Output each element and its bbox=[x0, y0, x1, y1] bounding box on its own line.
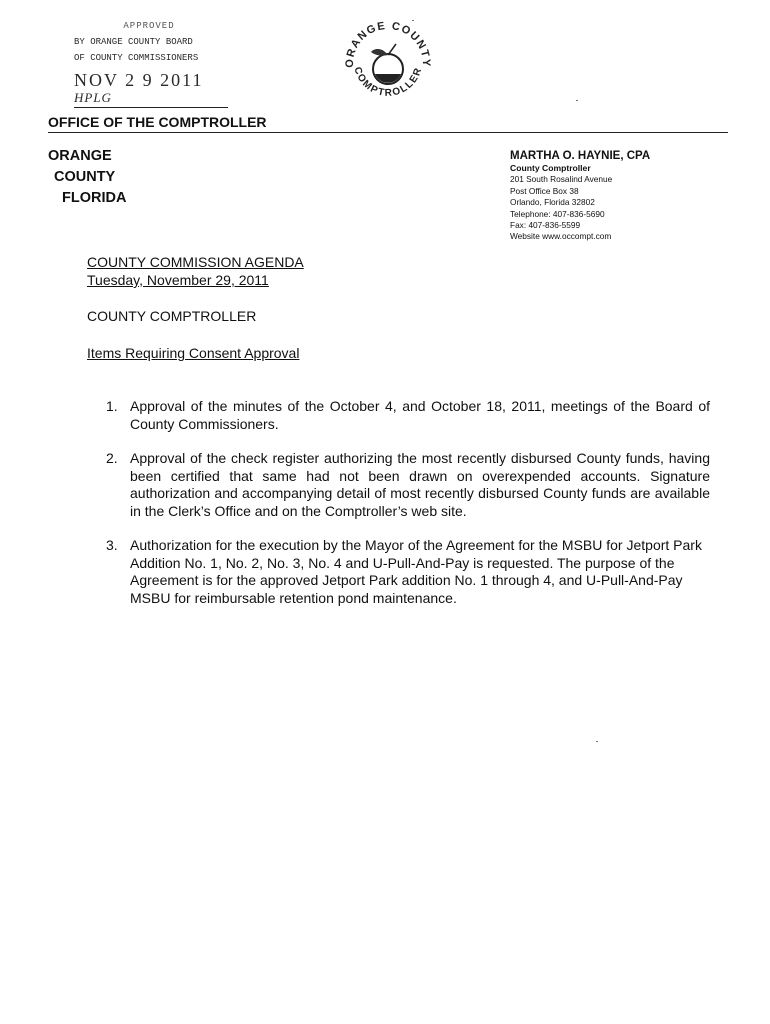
agenda-heading bbox=[87, 253, 304, 289]
consent-heading: Items Requiring Consent Approval bbox=[87, 345, 300, 361]
list-item bbox=[106, 450, 710, 520]
scan-speck bbox=[576, 100, 578, 101]
list-item bbox=[106, 398, 710, 433]
address-street: 201 South Rosalind Avenue bbox=[510, 174, 613, 185]
header-divider bbox=[48, 132, 728, 133]
stamp-date: NOV 2 9 2011 bbox=[74, 70, 204, 90]
office-heading: OFFICE OF THE COMPTROLLER bbox=[48, 114, 267, 130]
approval-stamp bbox=[74, 18, 244, 108]
stamp-commissioners-text: OF COUNTY COMMISSIONERS bbox=[74, 53, 199, 63]
county-block bbox=[48, 146, 126, 209]
telephone: Telephone: 407-836-5690 bbox=[510, 208, 605, 219]
stamp-approved-text: APPROVED bbox=[123, 21, 175, 31]
item-number: 3. bbox=[106, 537, 118, 553]
agenda-date: Tuesday, November 29, 2011 bbox=[87, 272, 269, 288]
list-item bbox=[106, 537, 710, 607]
item-text: Approval of the minutes of the October 4, and October 18, 2011, meetings of the Board of County Commissioners. bbox=[130, 398, 710, 432]
stamp-date-line bbox=[74, 72, 228, 108]
agenda-title: COUNTY COMMISSION AGENDA bbox=[87, 254, 304, 270]
orange-fruit-icon bbox=[371, 44, 403, 84]
comptroller-seal bbox=[338, 14, 438, 114]
website: Website www.occompt.com bbox=[510, 231, 612, 242]
item-text: Approval of the check register authorizing the most recently disbursed County funds, having been certified that same had not been drawn on overexpended accounts. Signature authorization and accompanying detail of most recently disbursed County funds are available in the Clerk’s Office and on the Comptroller’s web site. bbox=[130, 450, 710, 519]
item-number: 2. bbox=[106, 450, 118, 466]
comptroller-title: County Comptroller bbox=[510, 163, 591, 173]
county-line: FLORIDA bbox=[62, 190, 127, 206]
item-text: Authorization for the execution by the Mayor of the Agreement for the MSBU for Jetport Park Addition No. 1, No. 2, No. 3, No. 4 and U-Pull-And-Pay is requested. The purpose of the Agreement is for the approved Jetport Park addition No. 1 through 4, and U-Pull-And-Pay MSBU for reimbursable retention pond maintenance. bbox=[130, 537, 702, 606]
stamp-board-text: BY ORANGE COUNTY BOARD bbox=[74, 37, 193, 47]
agenda-items bbox=[106, 398, 710, 624]
county-line: COUNTY bbox=[54, 169, 116, 185]
comptroller-name: MARTHA O. HAYNIE, CPA bbox=[510, 150, 651, 162]
contact-block bbox=[510, 149, 730, 243]
item-number: 1. bbox=[106, 398, 118, 414]
stamp-initials: HPLG bbox=[74, 90, 112, 105]
county-line: ORANGE bbox=[48, 148, 112, 164]
address-city: Orlando, Florida 32802 bbox=[510, 197, 595, 208]
address-po-box: Post Office Box 38 bbox=[510, 185, 579, 196]
fax: Fax: 407-836-5599 bbox=[510, 220, 581, 231]
section-heading: COUNTY COMPTROLLER bbox=[87, 308, 257, 324]
seal-bottom-text: COMPTROLLER bbox=[351, 65, 425, 99]
scan-speck bbox=[596, 741, 598, 742]
seal-top-text: ORANGE COUNTY bbox=[343, 19, 433, 68]
scan-speck bbox=[412, 20, 414, 21]
